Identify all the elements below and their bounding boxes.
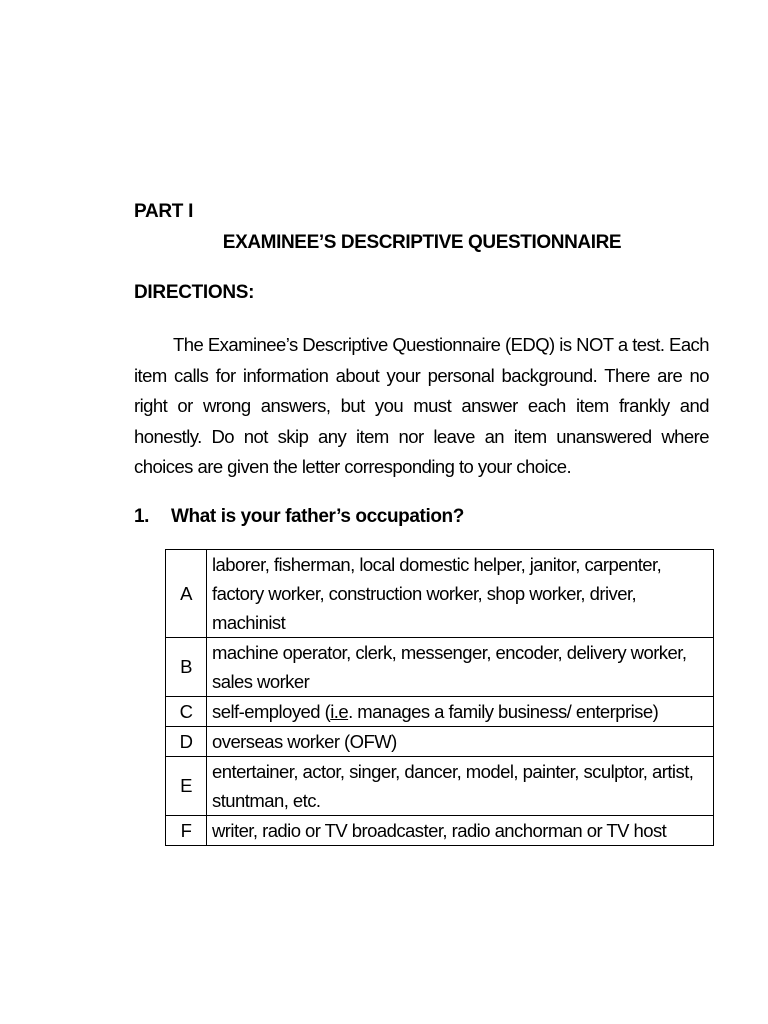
choice-letter: F xyxy=(166,816,207,846)
choice-row-b xyxy=(166,638,714,697)
ie-abbreviation: i.e xyxy=(330,701,349,722)
choice-letter: B xyxy=(166,638,207,697)
choice-description: machine operator, clerk, messenger, encoder, delivery worker, sales worker xyxy=(207,638,714,697)
choice-row-f xyxy=(166,816,714,846)
choice-letter: A xyxy=(166,550,207,638)
document-title: EXAMINEE’S DESCRIPTIVE QUESTIONNAIRE xyxy=(222,232,622,253)
choice-description: laborer, fisherman, local domestic helper, janitor, carpenter, factory worker, construction worker, shop worker, driver, machinist xyxy=(207,550,714,638)
question-number: 1. xyxy=(134,506,150,527)
question-text: What is your father’s occupation? xyxy=(171,506,464,527)
part-label: PART I xyxy=(134,201,194,222)
choice-row-a xyxy=(166,550,714,638)
choice-description: entertainer, actor, singer, dancer, model, painter, sculptor, artist, stuntman, etc. xyxy=(207,757,714,816)
directions-paragraph: The Examinee’s Descriptive Questionnaire (EDQ) is NOT a test. Each item calls for information about your personal background. There are no right or wrong answers, but you must answer each item frankly and honestly. Do not skip any item nor leave an item unanswered where choices are given the letter corresponding to your choice. xyxy=(134,334,709,477)
choice-row-c xyxy=(166,697,714,727)
choice-description xyxy=(207,697,714,727)
choice-row-e xyxy=(166,757,714,816)
question-heading xyxy=(134,506,464,528)
choice-letter: E xyxy=(166,757,207,816)
choice-row-d xyxy=(166,727,714,757)
choice-description-part: self-employed ( xyxy=(212,701,331,722)
choices-table xyxy=(165,549,714,846)
choice-description-part: . manages a family business/ enterprise) xyxy=(348,701,659,722)
choice-letter: D xyxy=(166,727,207,757)
choice-description: overseas worker (OFW) xyxy=(207,727,714,757)
choice-description: writer, radio or TV broadcaster, radio anchorman or TV host xyxy=(207,816,714,846)
choice-letter: C xyxy=(166,697,207,727)
directions-label: DIRECTIONS: xyxy=(134,282,255,303)
